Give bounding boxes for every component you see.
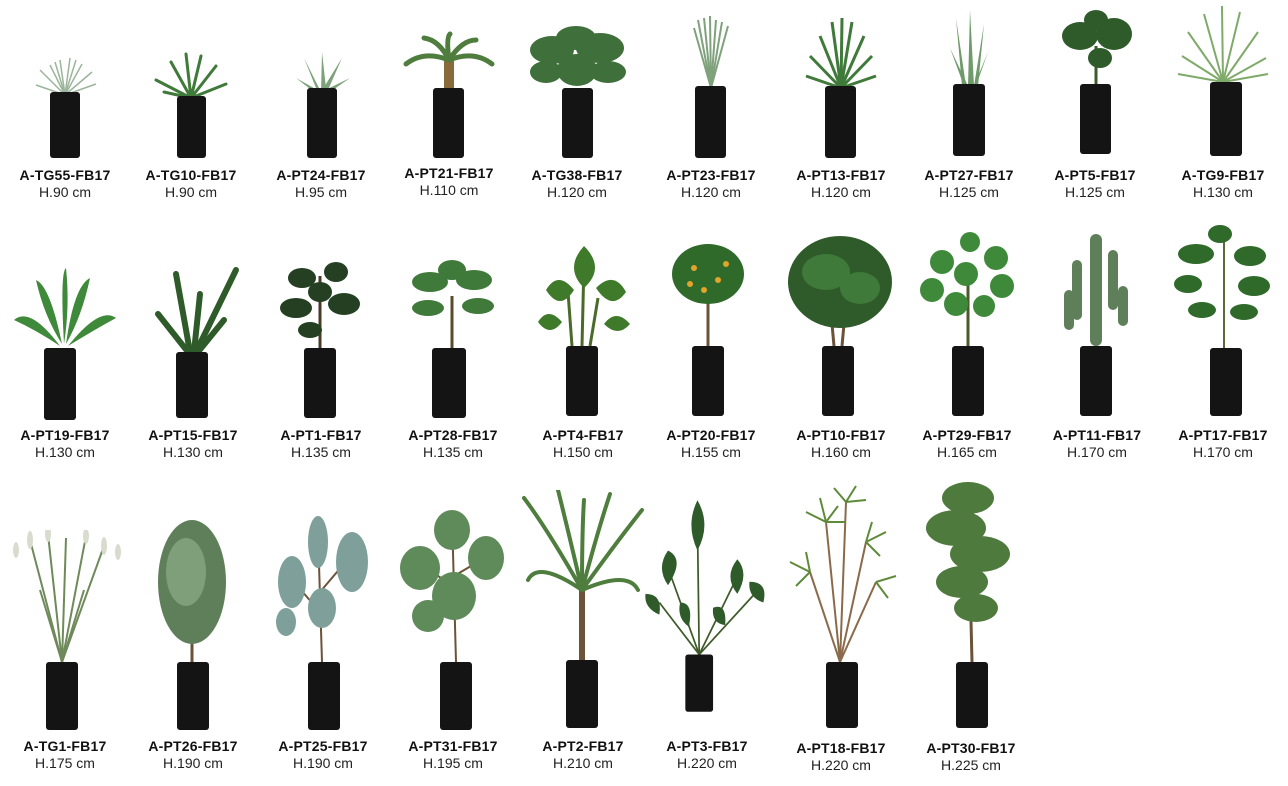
- catalog-item: [518, 478, 648, 778]
- product-height: H.90 cm: [38, 184, 92, 200]
- catalog-item: [0, 478, 130, 778]
- product-code: A-PT31-FB17: [408, 738, 498, 754]
- tall-grass-plant-image: [646, 16, 776, 160]
- product-code: A-PT28-FB17: [408, 427, 498, 443]
- product-code: A-PT1-FB17: [280, 427, 362, 443]
- product-code: A-PT10-FB17: [796, 427, 886, 443]
- catalog-item: [388, 478, 518, 778]
- product-code: A-PT30-FB17: [926, 740, 1016, 756]
- product-height: H.160 cm: [811, 444, 871, 460]
- ficus-lyrata-plant-image: [256, 256, 386, 420]
- product-code: A-PT4-FB17: [542, 427, 624, 443]
- catalog-item: [518, 220, 648, 470]
- pachira-plant-image: [388, 256, 518, 420]
- product-height: H.130 cm: [1193, 184, 1253, 200]
- monstera-tall-plant-image: [1158, 220, 1288, 418]
- product-code: A-PT24-FB17: [276, 167, 366, 183]
- product-height: H.120 cm: [547, 184, 607, 200]
- yucca-spike-plant-image: [776, 16, 906, 160]
- product-code: A-PT17-FB17: [1178, 427, 1268, 443]
- sansevieria-plant-image: [904, 8, 1034, 158]
- catalog-item: [0, 0, 130, 210]
- alocasia-plant-image: [518, 242, 648, 418]
- product-height: H.130 cm: [35, 444, 95, 460]
- zamioculcas-plant-image: [128, 264, 258, 420]
- catalog-item: [128, 220, 258, 470]
- catalog-item: [646, 0, 776, 210]
- product-height: H.120 cm: [681, 184, 741, 200]
- product-height: H.155 cm: [681, 444, 741, 460]
- catalog-item: [126, 0, 256, 210]
- alocasia-small-plant-image: [1030, 6, 1160, 156]
- product-height: H.90 cm: [164, 184, 218, 200]
- cycas-plant-image: [384, 30, 514, 160]
- product-height: H.220 cm: [811, 757, 871, 773]
- catalog-item: [906, 478, 1036, 778]
- schefflera-plant-image: [776, 232, 906, 418]
- product-code: A-PT19-FB17: [20, 427, 110, 443]
- cactus-plant-image: [1032, 220, 1162, 418]
- product-code: A-TG38-FB17: [531, 167, 623, 183]
- product-code: A-TG1-FB17: [23, 738, 107, 754]
- product-height: H.220 cm: [677, 755, 737, 771]
- catalog-item: [904, 0, 1034, 210]
- product-code: A-PT29-FB17: [922, 427, 1012, 443]
- product-code: A-PT13-FB17: [796, 167, 886, 183]
- catalog-item: [776, 478, 906, 778]
- product-height: H.125 cm: [1065, 184, 1125, 200]
- product-height: H.135 cm: [291, 444, 351, 460]
- product-code: A-PT18-FB17: [796, 740, 886, 756]
- strelitzia-plant-image: [642, 482, 772, 730]
- spiky-grass-plant-image: [126, 40, 256, 160]
- product-height: H.110 cm: [419, 182, 479, 198]
- product-height: H.125 cm: [939, 184, 999, 200]
- dracaena-plant-image: [776, 482, 906, 730]
- product-code: A-PT11-FB17: [1052, 427, 1142, 443]
- product-code: A-PT25-FB17: [278, 738, 368, 754]
- catalog-item: [0, 220, 130, 470]
- citrus-tree-plant-image: [646, 240, 776, 418]
- catalog-item: [258, 478, 388, 778]
- grass-tuft-plant-image: [0, 40, 130, 160]
- product-height: H.95 cm: [294, 184, 348, 200]
- catalog-item: [646, 220, 776, 470]
- product-code: A-PT26-FB17: [148, 738, 238, 754]
- calathea-plant-image: [0, 266, 130, 422]
- product-height: H.120 cm: [811, 184, 871, 200]
- product-height: H.135 cm: [423, 444, 483, 460]
- product-code: A-PT23-FB17: [666, 167, 756, 183]
- product-height: H.225 cm: [941, 757, 1001, 773]
- product-height: H.210 cm: [553, 755, 613, 771]
- catalog-item: [1030, 0, 1160, 210]
- product-code: A-TG55-FB17: [19, 167, 111, 183]
- coccoloba-plant-image: [902, 228, 1032, 418]
- catalog-item: [642, 478, 772, 778]
- catalog-item: [384, 0, 514, 210]
- product-code: A-PT27-FB17: [924, 167, 1014, 183]
- product-height: H.190 cm: [163, 755, 223, 771]
- catalog-item: [256, 220, 386, 470]
- ficus-tree-plant-image: [388, 506, 518, 732]
- agave-plant-image: [256, 40, 386, 160]
- product-height: H.195 cm: [423, 755, 483, 771]
- catalog-item: [388, 220, 518, 470]
- product-code: A-PT21-FB17: [404, 165, 494, 181]
- product-code: A-PT5-FB17: [1054, 167, 1136, 183]
- product-code: A-TG9-FB17: [1181, 167, 1265, 183]
- catalog-item: [776, 0, 906, 210]
- product-code: A-PT15-FB17: [148, 427, 238, 443]
- catalog-item: [776, 220, 906, 470]
- product-code: A-PT20-FB17: [666, 427, 756, 443]
- olive-tree-plant-image: [128, 512, 258, 732]
- catalog-item: [1032, 220, 1162, 470]
- product-code: A-PT3-FB17: [666, 738, 748, 754]
- product-code: A-PT2-FB17: [542, 738, 624, 754]
- phoenix-palm-plant-image: [518, 490, 648, 730]
- catalog-item: [256, 0, 386, 210]
- ficus-alii-plant-image: [906, 478, 1036, 730]
- catalog-item: [128, 478, 258, 778]
- catalog-item: [1158, 220, 1288, 470]
- catalog-item: [512, 0, 642, 210]
- catalog-item: [1158, 0, 1288, 210]
- product-height: H.190 cm: [293, 755, 353, 771]
- catalog-item: [902, 220, 1032, 470]
- product-height: H.170 cm: [1193, 444, 1253, 460]
- product-height: H.170 cm: [1067, 444, 1127, 460]
- product-height: H.165 cm: [937, 444, 997, 460]
- monstera-bush-plant-image: [512, 20, 642, 160]
- product-height: H.130 cm: [163, 444, 223, 460]
- product-height: H.150 cm: [553, 444, 613, 460]
- product-height: H.175 cm: [35, 755, 95, 771]
- product-code: A-TG10-FB17: [145, 167, 237, 183]
- palm-fan-plant-image: [1158, 2, 1288, 158]
- eucalyptus-plant-image: [258, 512, 388, 732]
- pampas-grass-plant-image: [0, 530, 130, 732]
